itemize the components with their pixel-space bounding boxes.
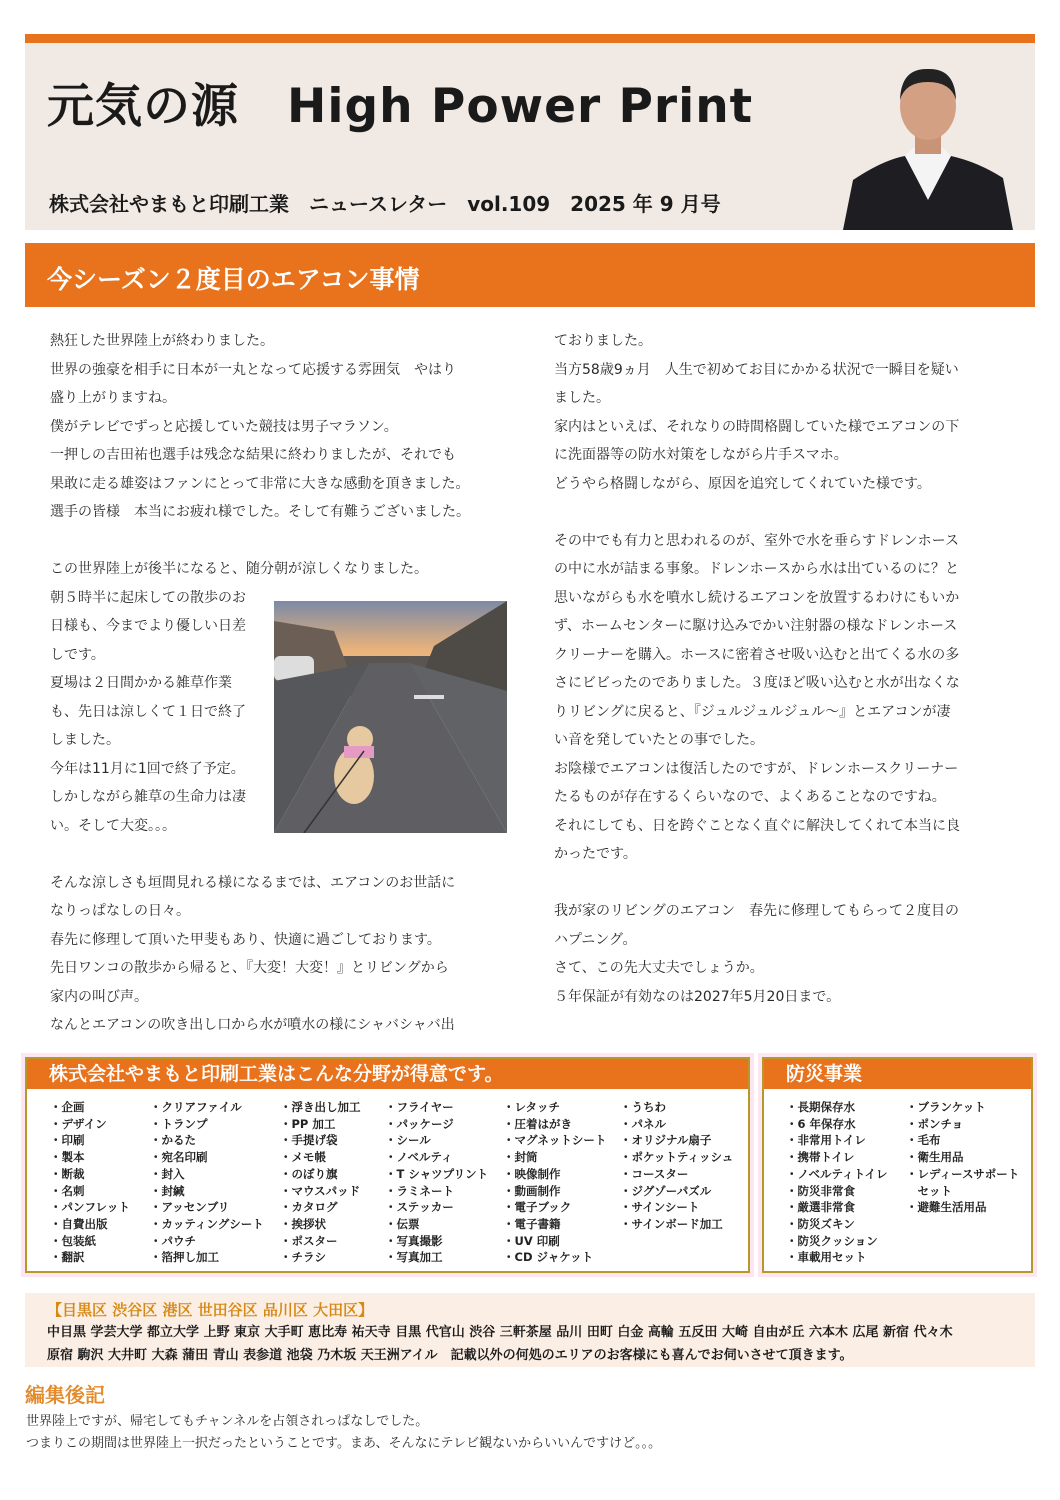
service-item: ・ポスター xyxy=(280,1233,338,1248)
article-line xyxy=(50,527,510,556)
dog-walk-photo xyxy=(274,601,507,833)
disaster-item: ・長期保存水 xyxy=(786,1100,855,1114)
article-line: 春先に修理して頂いた甲斐もあり、快適に過ごしております。 xyxy=(50,931,441,948)
service-item: ・電子ブック xyxy=(503,1200,572,1215)
service-item: ・パウチ xyxy=(150,1233,196,1248)
article-line: たるものが存在するくらいなので、よくあることなのですね。 xyxy=(554,789,946,805)
service-item: ・断裁 xyxy=(50,1166,85,1181)
service-item: ・企画 xyxy=(50,1100,85,1114)
article-line: しかしながら雑草の生命力は凄 xyxy=(50,789,246,805)
service-item: ・圧着はがき xyxy=(503,1116,572,1131)
service-item: ・写真加工 xyxy=(385,1250,443,1265)
disaster-item: ・ノベルティトイレ xyxy=(786,1166,888,1181)
services-column xyxy=(385,1099,488,1266)
top-accent-bar xyxy=(25,34,1035,43)
disaster-item: ・厳選非常食 xyxy=(786,1200,855,1215)
disaster-item: ・防災非常食 xyxy=(786,1183,855,1198)
disaster-item: ・避難生活用品 xyxy=(906,1200,987,1215)
service-item: ・封入 xyxy=(150,1166,185,1181)
service-item: ・PP 加工 xyxy=(280,1116,336,1131)
article-title-bar xyxy=(25,243,1035,307)
article-line xyxy=(554,869,1014,898)
disaster-column xyxy=(906,1099,1019,1216)
article-line: かったです。 xyxy=(554,846,637,862)
article-line: 熱狂した世界陸上が終わりました。 xyxy=(50,333,274,349)
services-column xyxy=(280,1099,361,1266)
service-item: ・チラシ xyxy=(280,1250,326,1265)
service-item: ・ノベルティ xyxy=(385,1150,453,1165)
service-item: ・自費出版 xyxy=(50,1216,108,1231)
article-line: に洗面器等の防水対策をしながら片手スマホ。 xyxy=(554,447,848,463)
service-item: ・名刺 xyxy=(50,1183,85,1198)
service-item: ・パンフレット xyxy=(50,1200,130,1215)
disaster-item: セット xyxy=(906,1183,952,1198)
article-line: さにビビったのでありました。３度ほど吸い込むと水が出なくな xyxy=(554,675,960,691)
article-line: 家内の叫び声。 xyxy=(50,988,148,1005)
services-column xyxy=(620,1099,733,1233)
disaster-item: ・車載用セット xyxy=(786,1250,867,1265)
disaster-prevention-box xyxy=(762,1057,1033,1273)
service-area-title: 【目黒区 渋谷区 港区 世田谷区 品川区 大田区】 xyxy=(47,1301,374,1319)
service-item: ・製本 xyxy=(50,1150,85,1165)
service-item: ・映像制作 xyxy=(503,1166,561,1181)
service-item: ・サインボード加工 xyxy=(620,1216,723,1231)
service-item: ・シール xyxy=(385,1133,431,1148)
article-line: そんな涼しさも垣間見れる様になるまでは、エアコンのお世話に xyxy=(50,874,456,891)
service-item: ・トランプ xyxy=(150,1116,208,1131)
article-line: 朝５時半に起床しての散歩のお xyxy=(50,589,246,606)
article-line: 僕がテレビでずっと応援していた競技は男子マラソン。 xyxy=(50,418,398,435)
article-line: お陰様でエアコンは復活したのですが、ドレンホースクリーナー xyxy=(554,760,959,777)
article-line: どうやら格闘しながら、原因を追究してくれていた様です。 xyxy=(554,475,931,492)
article-line: 家内はといえば、それなりの時間格闘していた様でエアコンの下 xyxy=(554,418,960,435)
service-item: ・ジグゾーパズル xyxy=(620,1183,712,1198)
service-item: ・フライヤー xyxy=(385,1100,454,1114)
service-item: ・かるた xyxy=(150,1133,196,1148)
service-item: ・サインシート xyxy=(620,1200,700,1215)
service-item: ・ラミネート xyxy=(385,1183,454,1198)
article-line: も、先日は涼しくて１日で終了 xyxy=(50,703,246,720)
service-item: ・伝票 xyxy=(385,1216,420,1231)
newsletter-title: 元気の源 High Power Print xyxy=(47,79,754,134)
service-item: ・オリジナル扇子 xyxy=(620,1133,712,1148)
service-item: ・マウスパッド xyxy=(280,1183,361,1198)
services-column xyxy=(503,1099,606,1266)
article-line: クリーナーを購入。ホースに密着させ吸い込むと出てくる水の多 xyxy=(554,646,960,663)
service-area-line: 原宿 駒沢 大井町 大森 蒲田 青山 表参道 池袋 乃木坂 天王洲アイル 記載以外の何処のエリアのお客様にも喜んでお伺いさせて頂きます。 xyxy=(47,1348,853,1363)
article-line: しました。 xyxy=(50,732,120,748)
service-item: ・パネル xyxy=(620,1116,666,1131)
article-line: ハプニング。 xyxy=(554,931,637,948)
article-line: ました。 xyxy=(554,390,610,406)
service-item: ・コースター xyxy=(620,1166,689,1181)
disaster-item: ・ポンチョ xyxy=(906,1116,964,1131)
services-box xyxy=(25,1057,750,1273)
service-item: ・包装紙 xyxy=(50,1233,96,1248)
article-line: なんとエアコンの吹き出し口から水が噴水の様にシャバシャバ出 xyxy=(50,1017,455,1033)
disaster-item: ・防災クッション xyxy=(786,1233,878,1248)
article-line: 当方58歳9ヵ月 人生で初めてお目にかかる状況で一瞬目を疑い xyxy=(554,361,959,378)
disaster-item: ・6 年保存水 xyxy=(786,1116,856,1131)
service-item: ・カッティングシート xyxy=(150,1216,264,1231)
service-item: ・封緘 xyxy=(150,1183,185,1198)
service-item: ・写真撮影 xyxy=(385,1233,443,1248)
service-item: ・T シャツプリント xyxy=(385,1166,489,1181)
article-line xyxy=(50,840,510,869)
service-item: ・ポケットティッシュ xyxy=(620,1150,734,1165)
article-line: 先日ワンコの散歩から帰ると、『大変！大変！』とリビングから xyxy=(50,960,449,976)
article-line: 今年は11月に1回で終了予定。 xyxy=(50,760,245,777)
newsletter-subtitle: 株式会社やまもと印刷工業 ニュースレター vol.109 2025 年 9 月号 xyxy=(49,192,721,216)
article-line: 世界の強豪を相手に日本が一丸となって応援する雰囲気 やはり xyxy=(50,361,456,378)
service-item: ・動画制作 xyxy=(503,1183,561,1198)
service-item: ・アッセンブリ xyxy=(150,1200,230,1215)
disaster-item: ・携帯トイレ xyxy=(786,1150,855,1165)
article-line: ておりました。 xyxy=(554,333,652,349)
newsletter-header xyxy=(25,43,1035,230)
postscript-line: 世界陸上ですが、帰宅してもチャンネルを占領されっぱなしでした。 xyxy=(26,1414,429,1429)
disaster-column xyxy=(786,1099,888,1266)
article-line: 果敢に走る雄姿はファンにとって非常に大きな感動を頂きました。 xyxy=(50,475,470,492)
disaster-item: ・衛生用品 xyxy=(906,1150,964,1165)
article-line: 一押しの吉田祐也選手は残念な結果に終わりましたが、それでも xyxy=(50,447,456,463)
disaster-item: ・レディースサポート xyxy=(906,1166,1020,1181)
services-title: 株式会社やまもと印刷工業はこんな分野が得意です。 xyxy=(27,1059,748,1089)
service-item: ・カタログ xyxy=(280,1200,338,1215)
disaster-item: ・毛布 xyxy=(906,1133,941,1148)
article-line: なりっぱなしの日々。 xyxy=(50,903,190,919)
article-line: 選手の皆様 本当にお疲れ様でした。そして有難うございました。 xyxy=(50,504,470,520)
service-item: ・のぼり旗 xyxy=(280,1166,338,1181)
service-item: ・挨拶状 xyxy=(280,1216,326,1231)
article-line: 思いながらも水を噴水し続けるエアコンを放置するわけにもいか xyxy=(554,589,960,606)
article-line: い音を発していたとの事でした。 xyxy=(554,732,764,748)
service-item: ・パッケージ xyxy=(385,1116,454,1131)
disaster-item: ・ブランケット xyxy=(906,1100,986,1114)
service-item: ・浮き出し加工 xyxy=(280,1100,361,1114)
article-line: ５年保証が有効なのは2027年5月20日まで。 xyxy=(554,988,841,1005)
article-line: その中でも有力と思われるのが、室外で水を垂らすドレンホース xyxy=(554,532,959,549)
service-item: ・箔押し加工 xyxy=(150,1250,219,1265)
article-line: しです。 xyxy=(50,646,105,663)
article-line: りリビングに戻ると、『ジュルジュルジュル〜』とエアコンが凄 xyxy=(554,703,951,720)
service-area-line: 中目黒 学芸大学 都立大学 上野 東京 大手町 恵比寿 祐天寺 目黒 代官山 渋谷 三軒茶屋 品川 田町 白金 高輪 五反田 大崎 自由が丘 六本木 広尾 新宿 代々木 xyxy=(47,1325,953,1340)
service-item: ・CD ジャケット xyxy=(503,1250,594,1265)
disaster-item: ・非常用トイレ xyxy=(786,1133,866,1148)
article-line: この世界陸上が後半になると、随分朝が涼しくなりました。 xyxy=(50,561,428,577)
disaster-item: ・防災ズキン xyxy=(786,1216,855,1231)
article-line: 夏場は２日間かかる雑草作業 xyxy=(50,675,232,691)
service-item: ・レタッチ xyxy=(503,1100,561,1114)
service-item: ・宛名印刷 xyxy=(150,1150,208,1165)
article-title: 今シーズン２度目のエアコン事情 xyxy=(47,265,420,294)
article-line xyxy=(554,498,1014,527)
article-line: 盛り上がりますね。 xyxy=(50,390,176,406)
service-item: ・電子書籍 xyxy=(503,1216,561,1231)
article-right-column xyxy=(554,327,1014,1011)
services-column xyxy=(150,1099,264,1266)
article-line: 日様も、今までより優しい日差 xyxy=(50,618,246,634)
article-line: の中に水が詰まる事象。ドレンホースから水は出ているのに？と xyxy=(554,561,959,577)
postscript-line: つまりこの期間は世界陸上一択だったということです。まあ、そんなにテレビ観ないからいいんですけど。。。 xyxy=(26,1436,662,1451)
service-item: ・メモ帳 xyxy=(280,1150,326,1165)
service-item: ・うちわ xyxy=(620,1100,666,1114)
article-line: い。そして大変。。。 xyxy=(50,817,176,834)
article-line: さて、この先大丈夫でしょうか。 xyxy=(554,960,764,976)
service-item: ・マグネットシート xyxy=(503,1133,607,1148)
article-line: それにしても、日を跨ぐことなく直ぐに解決してくれて本当に良 xyxy=(554,817,960,834)
services-column xyxy=(50,1099,130,1266)
service-item: ・UV 印刷 xyxy=(503,1233,560,1248)
service-item: ・クリアファイル xyxy=(150,1100,242,1114)
service-item: ・デザイン xyxy=(50,1116,107,1131)
article-line: ず、ホームセンターに駆け込みでかい注射器の様なドレンホース xyxy=(554,618,958,634)
postscript-title: 編集後記 xyxy=(25,1383,105,1407)
service-item: ・ステッカー xyxy=(385,1200,454,1215)
service-item: ・印刷 xyxy=(50,1133,85,1148)
service-item: ・手提げ袋 xyxy=(280,1133,338,1148)
disaster-prevention-title: 防災事業 xyxy=(764,1059,1031,1089)
service-area-box xyxy=(25,1293,1035,1367)
service-item: ・翻訳 xyxy=(50,1250,85,1265)
author-portrait xyxy=(843,60,1013,230)
service-item: ・封筒 xyxy=(503,1150,538,1165)
article-line: 我が家のリビングのエアコン 春先に修理してもらって２度目の xyxy=(554,903,960,919)
